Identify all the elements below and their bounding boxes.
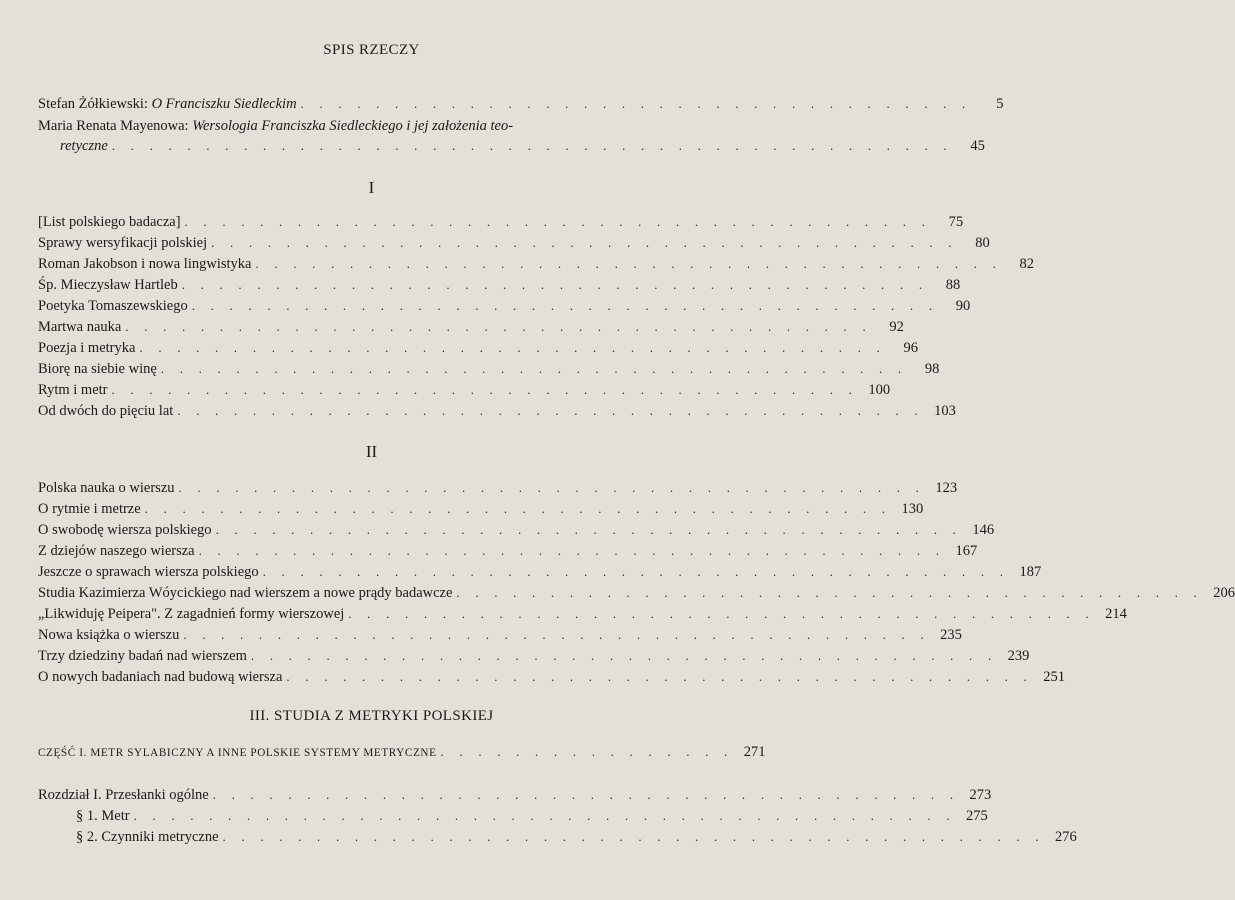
toc-entry: Jeszcze o sprawach wiersza polskiego . . . . . . . . . . . . . . . . . . . . . . . . . . . . . . . . . . . . . . . . 187 xyxy=(38,564,1042,580)
toc-entry: Martwa nauka . . . . . . . . . . . . . . . . . . . . . . . . . . . . . . . . . . . . . . . . 92 xyxy=(38,319,904,335)
toc-entry: Śp. Mieczysław Hartleb . . . . . . . . . . . . . . . . . . . . . . . . . . . . . . . . . . . . . . . . 88 xyxy=(38,277,961,293)
toc-entry: Poetyka Tomaszewskiego . . . . . . . . . . . . . . . . . . . . . . . . . . . . . . . . . . . . . . . . 90 xyxy=(38,298,971,314)
entry-work: O Franciszku Siedleckim xyxy=(151,96,297,112)
toc-entry: Sprawy wersyfikacji polskiej . . . . . . . . . . . . . . . . . . . . . . . . . . . . . . . . . . . . . . . . 80 xyxy=(38,235,990,251)
entry-page: 45 xyxy=(970,138,985,154)
entry-title xyxy=(38,96,297,113)
toc-entry: § 1. Metr . . . . . . . . . . . . . . . . . . . . . . . . . . . . . . . . . . . . . . . . . . . . 275 xyxy=(76,808,988,824)
leader-dots: . . . . . . . . . . . . . . . . . . . . . . . . . . . . . . . . . . . . xyxy=(300,96,972,111)
leader-dots: . . . . . . . . . . . . . . . . . . . . . . . . . . . . . . . . . . . . . . . . . . . . . xyxy=(111,138,953,153)
toc-entry: Rytm i metr . . . . . . . . . . . . . . . . . . . . . . . . . . . . . . . . . . . . . . . . 100 xyxy=(38,382,891,398)
section-heading-1: I xyxy=(368,178,375,197)
toc-entry: Rozdział I. Przesłanki ogólne . . . . . . . . . . . . . . . . . . . . . . . . . . . . . . . . . . . . . . . . 273 xyxy=(38,787,992,803)
toc-entry: Nowa książka o wierszu . . . . . . . . . . . . . . . . . . . . . . . . . . . . . . . . . . . . . . . . 235 xyxy=(38,627,962,643)
toc-entry: O rytmie i metrze . . . . . . . . . . . . . . . . . . . . . . . . . . . . . . . . . . . . . . . . 130 xyxy=(38,501,924,517)
page-title: SPIS RZECZY xyxy=(323,42,420,58)
toc-entry: Studia Kazimierza Wóycickiego nad wierszem a nowe prądy badawcze . . . . . . . . . . . . . . . . . . . . . . . . . . . . . . . . . . . . . . . . 206 xyxy=(38,585,1235,601)
toc-entry: § 2. Czynniki metryczne . . . . . . . . . . . . . . . . . . . . . . . . . . . . . . . . . . . . . . . . . . . . 276 xyxy=(76,829,1077,845)
entry-author: Stefan Żółkiewski: xyxy=(38,96,148,112)
entry-work-cont: retyczne xyxy=(60,138,108,154)
toc-entry: Poezja i metryka . . . . . . . . . . . . . . . . . . . . . . . . . . . . . . . . . . . . . . . . 96 xyxy=(38,340,918,356)
toc-entry: [List polskiego badacza] . . . . . . . . . . . . . . . . . . . . . . . . . . . . . . . . . . . . . . . . 75 xyxy=(38,214,964,230)
toc-entry: Od dwóch do pięciu lat . . . . . . . . . . . . . . . . . . . . . . . . . . . . . . . . . . . . . . . . 103 xyxy=(38,403,956,419)
entry-page: 5 xyxy=(996,96,1004,112)
toc-part-entry: CZĘŚĆ I. METR SYLABICZNY A INNE POLSKIE SYSTEMY METRYCZNE . . . . . . . . . . . . . . . . 271 xyxy=(38,744,766,760)
toc-entry-front-2-line2 xyxy=(60,138,985,158)
section-heading-3: III. STUDIA Z METRYKI POLSKIEJ xyxy=(249,708,494,724)
toc-entry: O swobodę wiersza polskiego . . . . . . . . . . . . . . . . . . . . . . . . . . . . . . . . . . . . . . . . 146 xyxy=(38,522,995,538)
toc-entry: „Likwiduję Peipera". Z zagadnień formy wierszowej . . . . . . . . . . . . . . . . . . . . . . . . . . . . . . . . . . . . . . . . 214 xyxy=(38,606,1127,622)
toc-entry: Z dziejów naszego wiersza . . . . . . . . . . . . . . . . . . . . . . . . . . . . . . . . . . . . . . . . 167 xyxy=(38,543,978,559)
toc-entry: O nowych badaniach nad budową wiersza . . . . . . . . . . . . . . . . . . . . . . . . . . . . . . . . . . . . . . . . 251 xyxy=(38,669,1065,685)
toc-entry: Roman Jakobson i nowa lingwistyka . . . . . . . . . . . . . . . . . . . . . . . . . . . . . . . . . . . . . . . . 82 xyxy=(38,256,1035,272)
toc-entry: Biorę na siebie winę . . . . . . . . . . . . . . . . . . . . . . . . . . . . . . . . . . . . . . . . 98 xyxy=(38,361,940,377)
entry-author: Maria Renata Mayenowa: xyxy=(38,118,189,134)
toc-entry-front-2-line1 xyxy=(38,118,513,135)
toc-entry: Polska nauka o wierszu . . . . . . . . . . . . . . . . . . . . . . . . . . . . . . . . . . . . . . . . 123 xyxy=(38,480,958,496)
section-heading-2: II xyxy=(365,442,378,461)
toc-entry-front-1 xyxy=(38,96,1004,116)
toc-entry: Trzy dziedziny badań nad wierszem . . . . . . . . . . . . . . . . . . . . . . . . . . . . . . . . . . . . . . . . 239 xyxy=(38,648,1030,664)
entry-work: Wersologia Franciszka Siedleckiego i jej założenia teo- xyxy=(192,118,514,134)
